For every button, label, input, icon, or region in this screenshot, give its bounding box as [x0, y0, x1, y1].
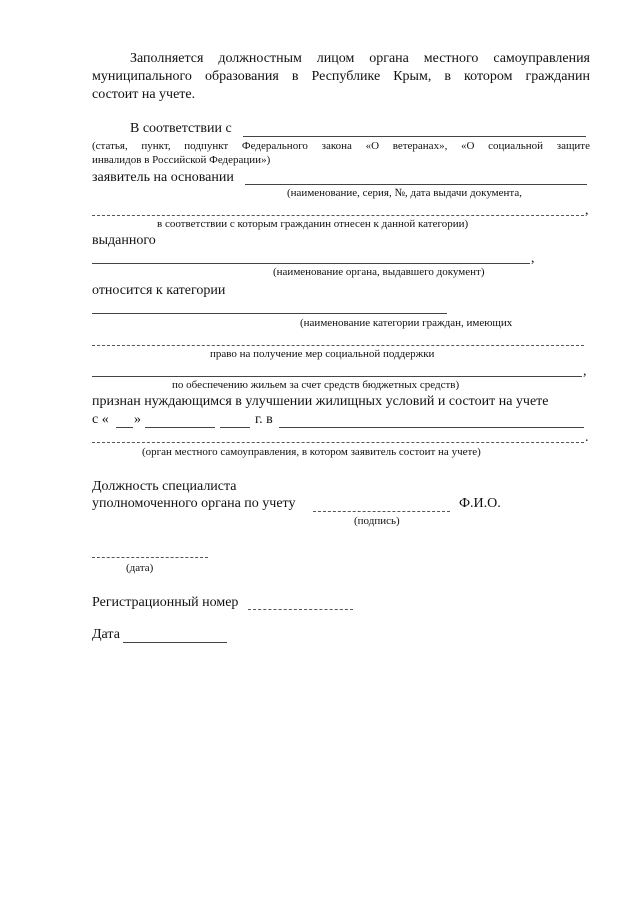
registration-number-line[interactable]	[248, 609, 353, 610]
applicant-comma: ,	[585, 203, 589, 218]
date-field-line[interactable]	[123, 642, 227, 643]
applicant-hint-2: в соответствии с которым гражданин отнесен к данной категории)	[157, 218, 469, 230]
applicant-label: заявитель на основании	[92, 170, 234, 185]
recognized-period: .	[585, 430, 589, 445]
issued-by-line[interactable]	[92, 263, 530, 264]
issued-hint: (наименование органа, выдавшего документ)	[273, 266, 485, 278]
issued-label: выданного	[92, 233, 156, 248]
signature-fio: Ф.И.О.	[459, 496, 501, 511]
basis-label: В соответствии с	[130, 121, 232, 136]
basis-note-line-1: (статья, пункт, подпункт Федерального закона «О ветеранах», «О социальной защите	[92, 140, 590, 152]
recognized-day-line[interactable]	[116, 427, 133, 428]
category-hint-1: (наименование категории граждан, имеющих	[300, 317, 513, 329]
date-input-line[interactable]	[92, 557, 208, 558]
registration-label: Регистрационный номер	[92, 595, 239, 610]
signature-line-2: уполномоченного органа по учету	[92, 496, 296, 511]
category-label: относится к категории	[92, 283, 226, 298]
category-comma: ,	[583, 364, 587, 379]
intro-line-2: муниципального образования в Республике Крым, в котором гражданин	[92, 69, 590, 84]
category-line-2[interactable]	[92, 345, 584, 346]
signature-input-line[interactable]	[313, 511, 450, 512]
recognized-month-line[interactable]	[145, 427, 215, 428]
recognized-year-line[interactable]	[220, 427, 250, 428]
category-line-3[interactable]	[92, 376, 582, 377]
recognized-authority-line-2[interactable]	[92, 442, 584, 443]
date-field-label: Дата	[92, 627, 120, 642]
basis-input-line[interactable]	[243, 136, 586, 137]
recognized-authority-line[interactable]	[279, 427, 584, 428]
recognized-year-suffix: г. в	[255, 412, 273, 427]
recognized-text: признан нуждающимся в улучшении жилищных условий и состоит на учете	[92, 394, 549, 409]
basis-note-line-2: инвалидов в Российской Федерации»)	[92, 154, 271, 166]
signature-line-1: Должность специалиста	[92, 479, 237, 494]
applicant-document-line[interactable]	[245, 184, 587, 185]
category-hint-3: по обеспечению жильем за счет средств бюджетных средств)	[172, 379, 460, 391]
recognized-from-prefix: с «	[92, 412, 109, 427]
basis-note	[92, 140, 590, 168]
recognized-hint: (орган местного самоуправления, в котором заявитель состоит на учете)	[142, 446, 481, 458]
category-hint-2: право на получение мер социальной поддержки	[210, 348, 435, 360]
category-line-1[interactable]	[92, 313, 447, 314]
intro-line-3: состоит на учете.	[92, 87, 196, 102]
intro-paragraph	[92, 51, 590, 105]
intro-line-1: Заполняется должностным лицом органа местного самоуправления	[130, 51, 590, 66]
date-hint: (дата)	[126, 562, 154, 574]
issued-comma: ,	[531, 251, 535, 266]
applicant-hint-1: (наименование, серия, №, дата выдачи документа,	[287, 187, 522, 199]
applicant-document-line-2[interactable]	[92, 215, 584, 216]
recognized-from-mid: »	[134, 412, 141, 427]
signature-hint: (подпись)	[354, 515, 400, 527]
